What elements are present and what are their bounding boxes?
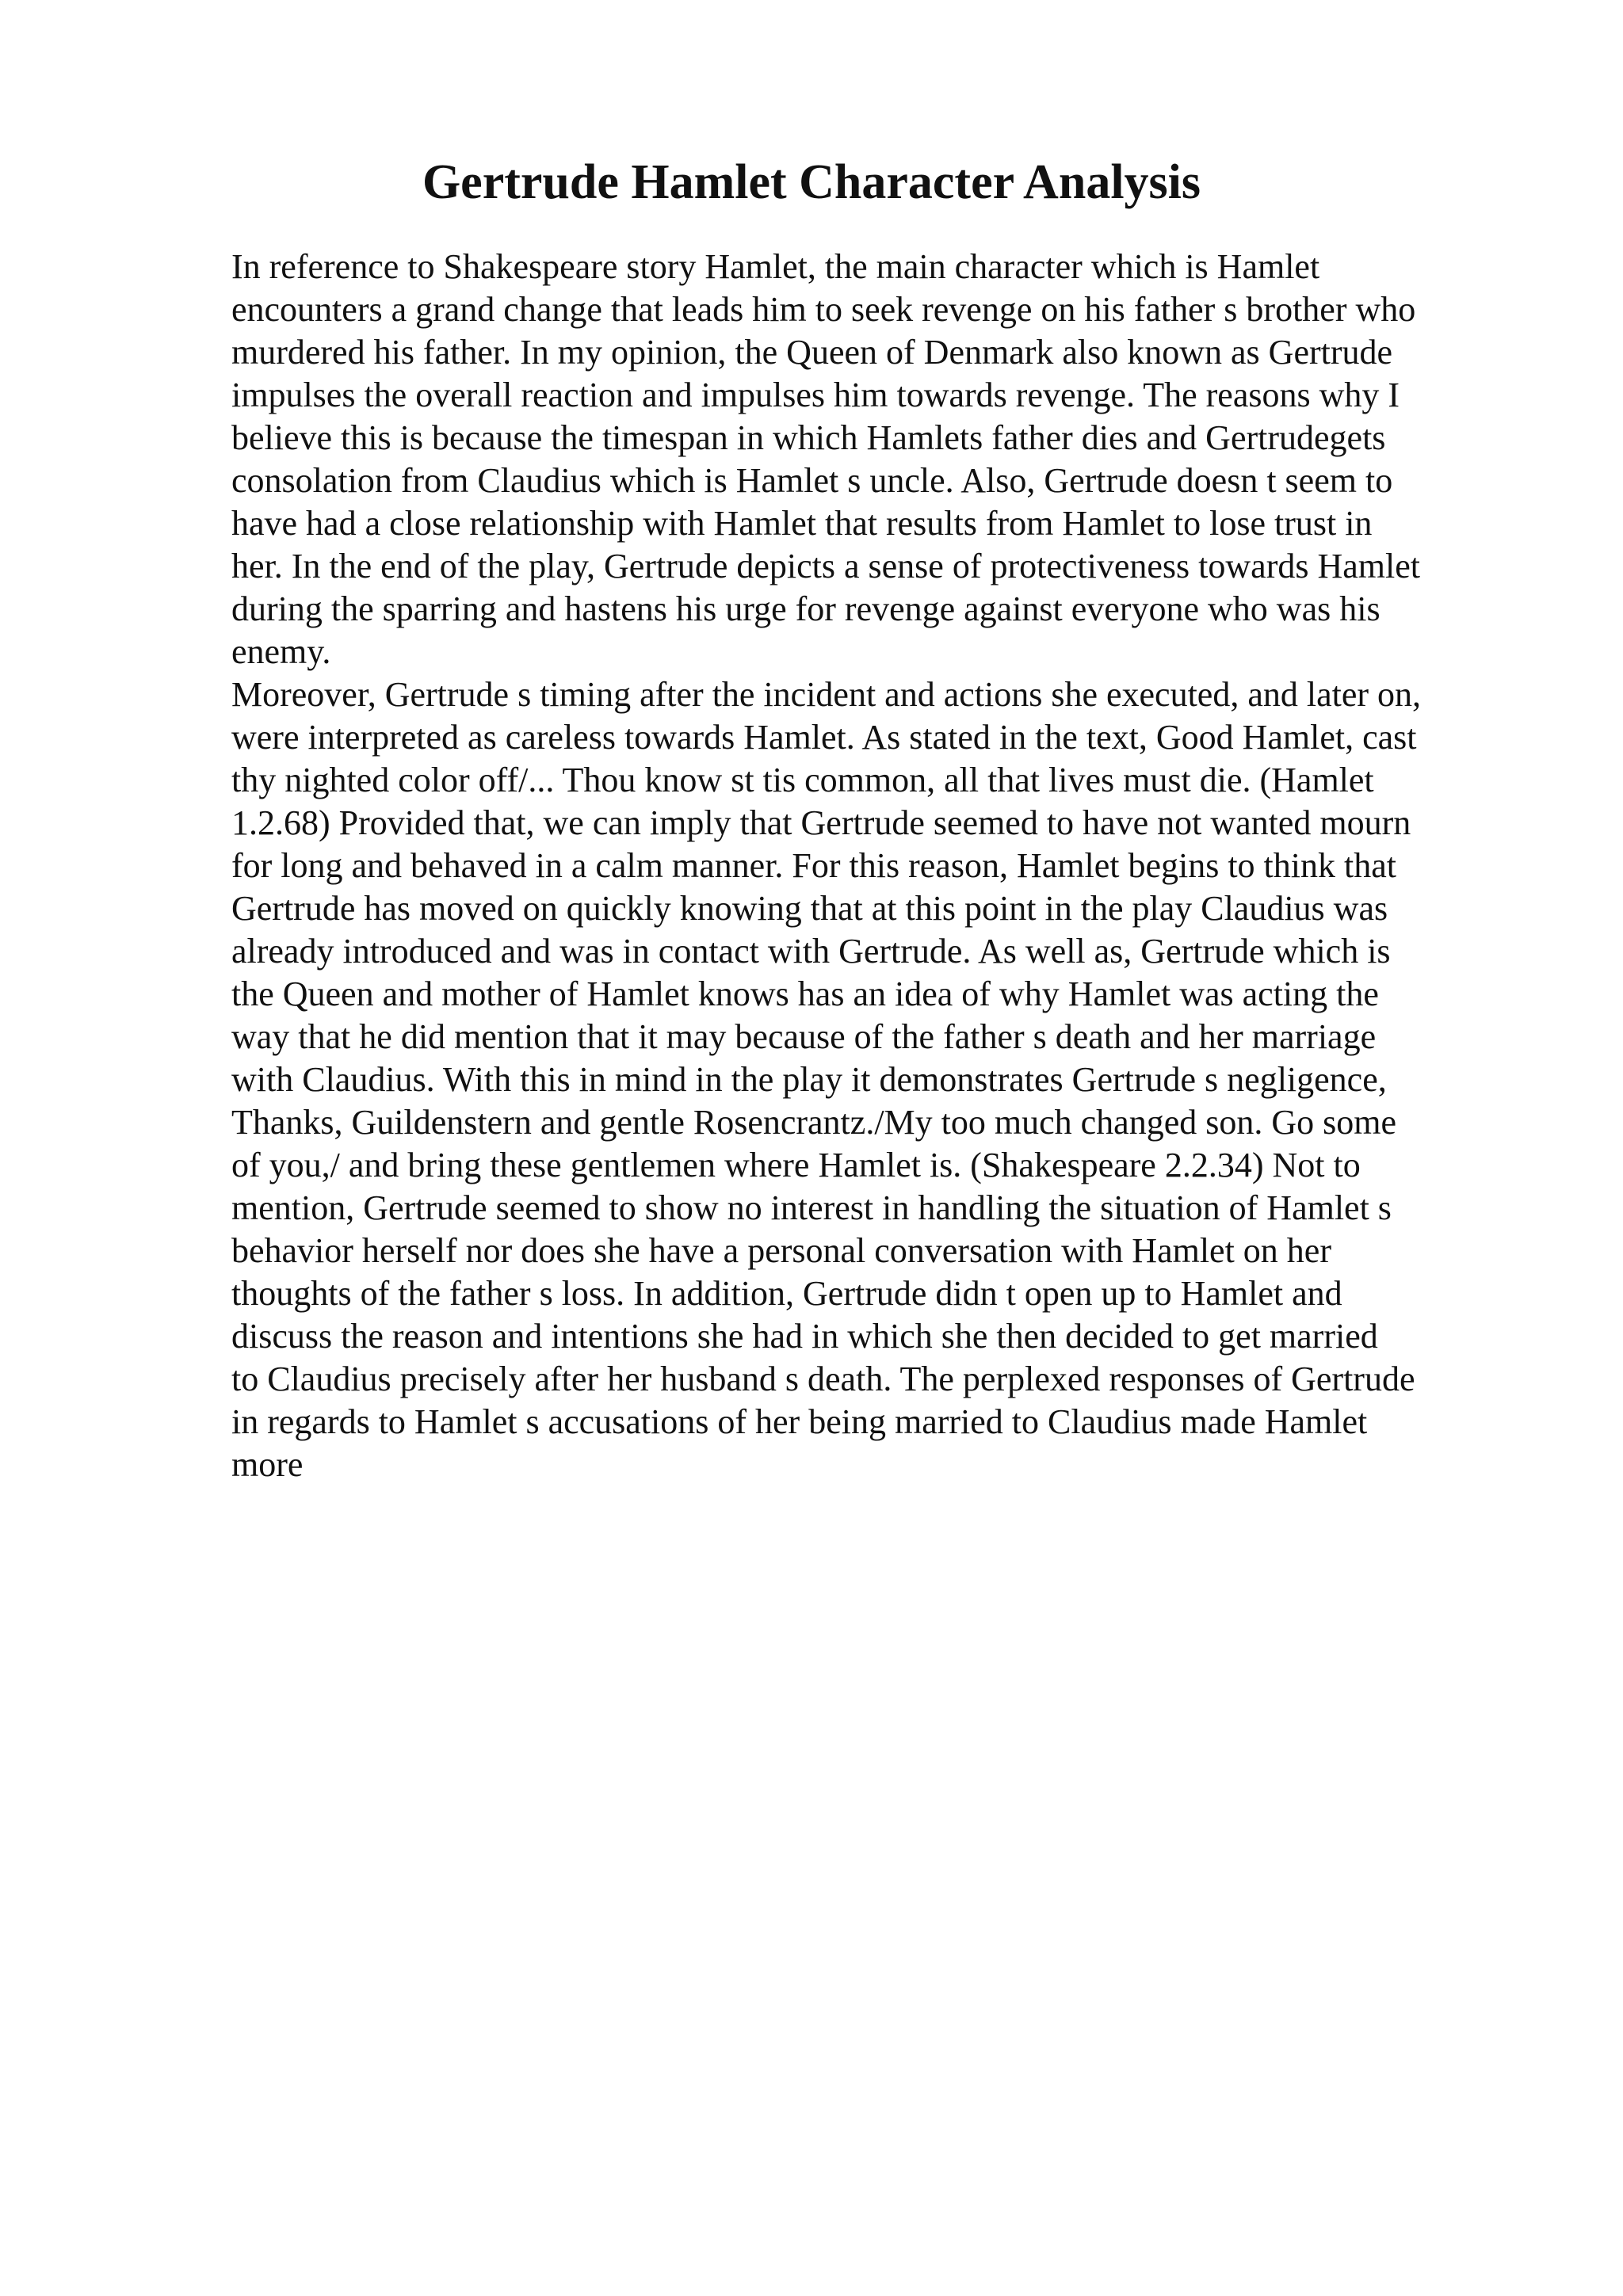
body-line: for long and behaved in a calm manner. For this reason, Hamlet begins to think that: [231, 846, 1396, 885]
body-line: to Claudius precisely after her husband s death. The perplexed responses of Gertrude: [231, 1360, 1415, 1398]
body-line: way that he did mention that it may because of the father s death and her marriage: [231, 1017, 1377, 1056]
body-line: Thanks, Guildenstern and gentle Rosencrantz./My too much changed son. Go some: [231, 1103, 1397, 1142]
body-line: during the sparring and hastens his urge for revenge against everyone who was his: [231, 589, 1381, 628]
document-title: Gertrude Hamlet Character Analysis: [422, 155, 1201, 209]
body-line: with Claudius. With this in mind in the play it demonstrates Gertrude s negligence,: [231, 1060, 1387, 1099]
body-line: consolation from Claudius which is Hamlet s uncle. Also, Gertrude doesn t seem to: [231, 461, 1393, 500]
body-line: were interpreted as careless towards Hamlet. As stated in the text, Good Hamlet, cast: [231, 718, 1417, 757]
body-line: discuss the reason and intentions she had in which she then decided to get married: [231, 1317, 1378, 1356]
body-line: mention, Gertrude seemed to show no interest in handling the situation of Hamlet s: [231, 1188, 1392, 1227]
body-line: murdered his father. In my opinion, the Queen of Denmark also known as Gertrude: [231, 333, 1393, 372]
body-line: encounters a grand change that leads him to seek revenge on his father s brother who: [231, 290, 1416, 329]
body-line: thy nighted color off/... Thou know st tis common, all that lives must die. (Hamlet: [231, 761, 1374, 799]
body-line: 1.2.68) Provided that, we can imply that Gertrude seemed to have not wanted mourn: [231, 803, 1411, 842]
body-line: the Queen and mother of Hamlet knows has an idea of why Hamlet was acting the: [231, 974, 1379, 1013]
body-line: have had a close relationship with Hamlet that results from Hamlet to lose trust in: [231, 504, 1373, 543]
body-line: believe this is because the timespan in which Hamlets father dies and Gertrudegets: [231, 418, 1386, 457]
body-line: behavior herself nor does she have a personal conversation with Hamlet on her: [231, 1231, 1331, 1270]
document-body: [231, 246, 1515, 1486]
body-line: her. In the end of the play, Gertrude depicts a sense of protectiveness towards Hamlet: [231, 547, 1420, 585]
body-line: Gertrude has moved on quickly knowing that at this point in the play Claudius was: [231, 889, 1388, 928]
body-line: thoughts of the father s loss. In addition, Gertrude didn t open up to Hamlet and: [231, 1274, 1342, 1313]
body-line: of you,/ and bring these gentlemen where Hamlet is. (Shakespeare 2.2.34) Not to: [231, 1146, 1361, 1184]
body-line: impulses the overall reaction and impulses him towards revenge. The reasons why I: [231, 376, 1400, 414]
body-line: In reference to Shakespeare story Hamlet, the main character which is Hamlet: [231, 247, 1320, 286]
body-line: in regards to Hamlet s accusations of her being married to Claudius made Hamlet: [231, 1402, 1368, 1441]
body-line: already introduced and was in contact with Gertrude. As well as, Gertrude which is: [231, 932, 1391, 971]
body-line: more: [231, 1445, 304, 1484]
body-line: enemy.: [231, 632, 331, 671]
body-line: Moreover, Gertrude s timing after the incident and actions she executed, and later on,: [231, 675, 1422, 714]
